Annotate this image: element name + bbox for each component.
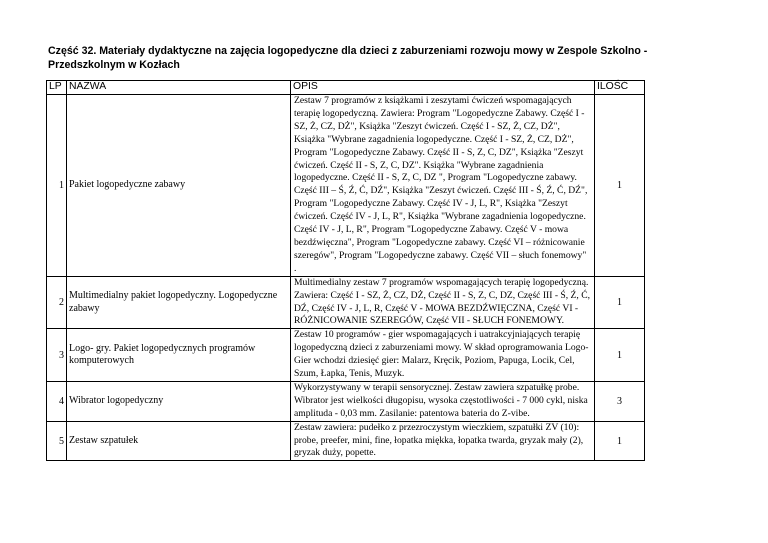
row-desc: Wykorzystywany w terapii sensorycznej. Zestaw zawiera szpatułkę probe. Wibrator jest wielkości długopisu, wysoka częstotliwości - 7 000 cykl, niska amplituda - 0,03 mm. Zasilanie: patentowa bateria do Z-vibe.	[291, 381, 595, 421]
row-name: Logo- gry. Pakiet logopedycznych programów komputerowych	[67, 329, 291, 382]
row-lp: 5	[47, 421, 67, 461]
page-title: Część 32. Materiały dydaktyczne na zajęcia logopedyczne dla dzieci z zaburzeniami rozwoju mowy w Zespole Szkolno - Przedszkolnym w Kozłach	[48, 45, 648, 71]
header-desc: OPIS	[291, 81, 595, 95]
table-row	[47, 421, 645, 461]
materials-table	[46, 80, 645, 461]
row-qty: 1	[595, 329, 645, 382]
table-header-row	[47, 81, 645, 95]
table-row	[47, 95, 645, 277]
row-desc: Multimedialny zestaw 7 programów wspomagających terapię logopedyczną. Zawiera: Część I - SZ, Ż, CZ, DŻ, Część II - S, Z, C, DZ, Część III - Ś, Ź, Ć, DŹ, Część IV - J, L, R, Część V - MOWA BEZDŹWIĘCZNA, Część VI - RÓŻNICOWANIE SZEREGÓW, Część VII - SŁUCH FONEMOWY.	[291, 276, 595, 329]
table-row	[47, 381, 645, 421]
row-qty: 1	[595, 421, 645, 461]
row-lp: 3	[47, 329, 67, 382]
row-desc: Zestaw 7 programów z książkami i zeszytami ćwiczeń wspomagających terapię logopedyczną. Zawiera: Program "Logopedyczne Zabawy. Część I - SZ, Ż, CZ, DŻ", Książka "Zeszyt ćwiczeń. Część I - SZ, Ż, CZ, DŻ", Książka "Wybrane zagadnienia logopedyczne. Część I - SZ, Ż, CZ, DŻ", Program "Logopedyczne Zabawy. Część II - S, Z, C, DZ", Książka "Zeszyt ćwiczeń. Część II - S, Z, C, DZ". Książka "Wybrane zagadnienia logopedyczne. Część II - S, Z, C, DZ ", Program "Logopedyczne zabawy. Część III – Ś, Ź, Ć, DŹ", Książka "Zeszyt ćwiczeń. Część III - Ś, Ź, Ć, DŹ", Program "Logopedyczne Zabawy. Część IV - J, L, R", Książka "Zeszyt ćwiczeń. Część IV - J, L, R", Książka "Wybrane zagadnienia logopedyczne. Część IV - J, L, R", Program "Logopedyczne Zabawy. Część V - mowa bezdźwięczna", Program "Logopedyczne zabawy. Część VI – różnicowanie szeregów", Program "Logopedyczne zabawy. Część VII – słuch fonemowy" .	[291, 95, 595, 277]
table-row	[47, 276, 645, 329]
row-qty: 3	[595, 381, 645, 421]
header-qty: ILOŚĆ	[595, 81, 645, 95]
row-lp: 1	[47, 95, 67, 277]
row-name: Pakiet logopedyczne zabawy	[67, 95, 291, 277]
row-desc: Zestaw zawiera: pudełko z przezroczystym wieczkiem, szpatułki ZV (10): probe, preefer, mini, fine, łopatka miękka, łopatka twarda, gryzak mały (2), gryzak duży, popette.	[291, 421, 595, 461]
header-name: NAZWA	[67, 81, 291, 95]
row-name: Zestaw szpatułek	[67, 421, 291, 461]
row-lp: 2	[47, 276, 67, 329]
row-qty: 1	[595, 95, 645, 277]
header-lp: LP	[47, 81, 67, 95]
row-name: Multimedialny pakiet logopedyczny. Logopedyczne zabawy	[67, 276, 291, 329]
row-desc: Zestaw 10 programów - gier wspomagających i uatrakcyjniających terapię logopedyczną dzieci z zaburzeniami mowy. W skład oprogramowania Logo-Gier wchodzi dziesięć gier: Malarz, Kręcik, Poziom, Papuga, Locik, Cel, Szum, Łapka, Tenis, Muzyk.	[291, 329, 595, 382]
row-name: Wibrator logopedyczny	[67, 381, 291, 421]
row-qty: 1	[595, 276, 645, 329]
table-row	[47, 329, 645, 382]
row-lp: 4	[47, 381, 67, 421]
